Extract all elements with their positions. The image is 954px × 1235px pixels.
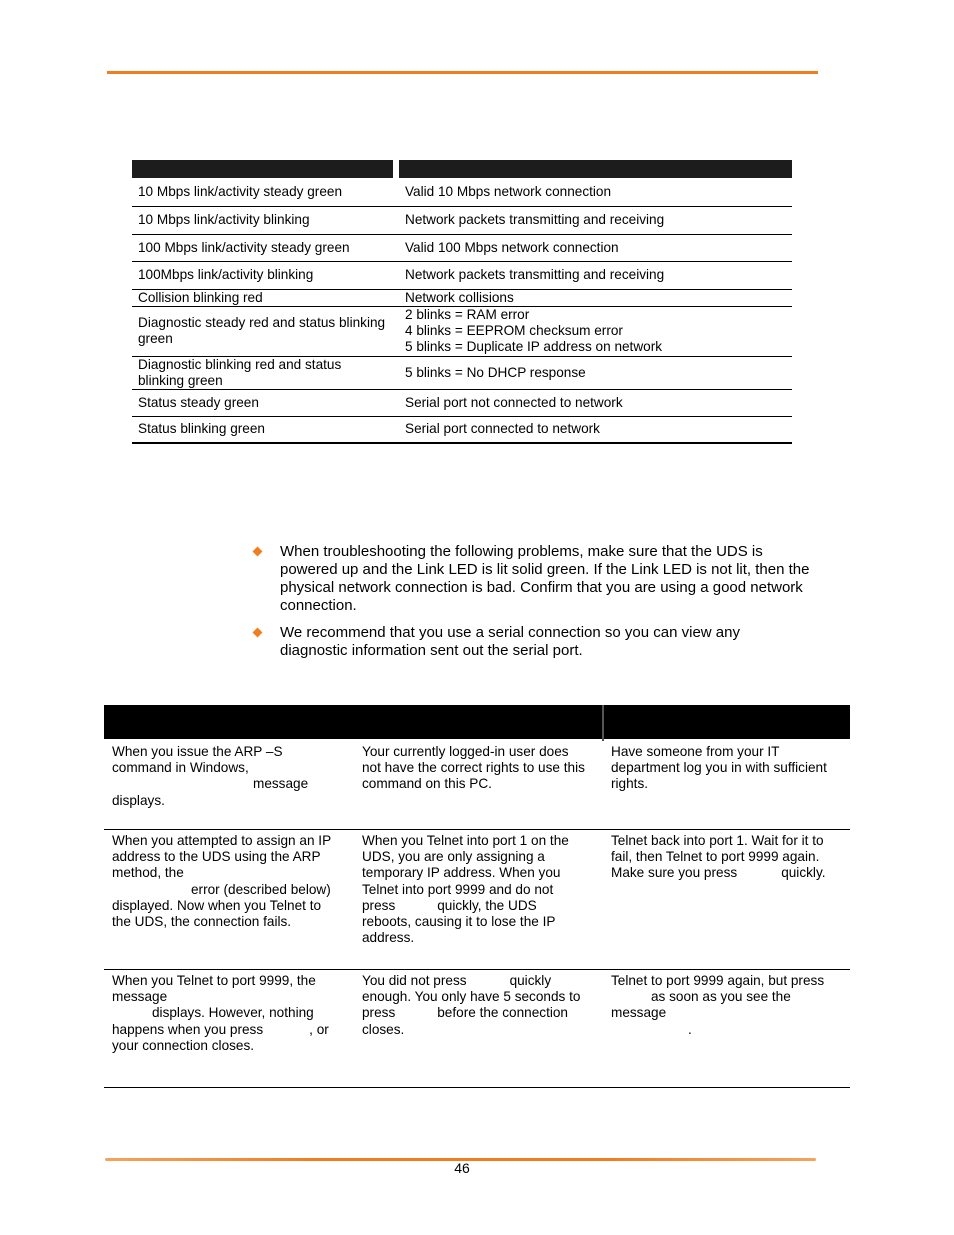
text-line: When you issue the ARP –S [112,744,283,759]
text-fragment: Make sure you press [611,865,738,881]
led-meaning [396,306,792,356]
text-line: Telnet to port 9999 again, but press [611,973,825,988]
trouble-header-reason [354,705,603,740]
text-line [112,1022,346,1038]
led-condition: 100Mbps link/activity blinking [132,261,396,289]
led-meaning: Network packets transmitting and receiving [396,206,792,234]
tip-text: We recommend that you use a serial connection so you can view any diagnostic information sent out the serial port. [280,624,740,659]
text-line: enough. You only have 5 seconds to [362,989,581,1005]
led-condition: Status steady green [132,389,396,416]
table-row [104,970,850,1088]
orange-diamond-bullet-icon [253,628,263,638]
led-table-header [132,160,792,178]
led-meaning: Network collisions [396,289,792,306]
text-line: the UDS, the connection fails. [112,914,292,930]
table-row [132,389,792,416]
text-line: error (described below) [191,881,331,897]
tip-text: When troubleshooting the following problems, make sure that the UDS is powered up and the Link LED is lit solid green. If the Link LED is not lit, then the physical network connection is bad. Confirm that you are using a good network connection. [280,543,810,614]
led-meaning: 5 blinks = No DHCP response [396,356,792,389]
text-line: as soon as you see the [651,989,791,1005]
trouble-table-header [104,705,850,740]
led-meaning-line: 4 blinks = EEPROM checksum error [405,323,623,338]
text-line: command on this PC. [362,776,492,792]
troubleshooting-tips [250,543,810,669]
table-row [132,289,792,306]
text-fragment: , or [309,1021,329,1037]
text-line: message [112,989,168,1005]
text-line: address. [362,930,415,946]
led-table-header-meaning [396,160,792,178]
solution-cell [603,830,850,970]
led-condition: Diagnostic blinking red and status blinking green [132,356,396,389]
text-line: Telnet into port 9999 and do not [362,881,554,897]
led-status-table [132,160,792,444]
reason-cell [354,970,603,1088]
text-fragment: quickly, the UDS [437,897,537,913]
table-row [132,356,792,389]
text-line: closes. [362,1021,405,1037]
text-line: command in Windows, [112,760,249,776]
text-line [362,973,595,989]
text-line: temporary IP address. When you [362,865,561,881]
problem-cell [104,740,354,830]
table-row [132,416,792,443]
text-line [362,898,595,914]
text-line: When you attempted to assign an IP [112,833,332,848]
text-line: message [611,1005,667,1021]
text-fragment: happens when you press [112,1021,264,1037]
text-line: displayed. Now when you Telnet to [112,897,322,913]
text-line: UDS, you are only assigning a [362,849,545,865]
solution-cell [603,740,850,830]
header-rule [107,71,818,74]
table-row [132,206,792,234]
led-meaning: Serial port connected to network [396,416,792,443]
list-item [250,624,810,660]
text-line [362,1005,595,1021]
text-fragment: press [362,897,396,913]
text-fragment: quickly. [781,865,826,881]
page-number: 46 [454,1160,470,1176]
text-line: . [688,1021,692,1037]
led-condition: 100 Mbps link/activity steady green [132,234,396,261]
led-meaning: Valid 100 Mbps network connection [396,234,792,261]
led-condition: 10 Mbps link/activity steady green [132,178,396,206]
solution-cell [603,970,850,1088]
table-row [104,740,850,830]
text-line: fail, then Telnet to port 9999 again. [611,849,820,865]
text-fragment: quickly [509,973,552,988]
table-row [132,178,792,206]
table-row [132,306,792,356]
led-meaning: Valid 10 Mbps network connection [396,178,792,206]
list-item [250,543,810,615]
troubleshooting-table [104,705,850,1088]
text-line: method, the [112,865,184,881]
led-condition: Status blinking green [132,416,396,443]
table-row [132,234,792,261]
text-line: your connection closes. [112,1037,255,1053]
table-row [104,830,850,970]
reason-cell [354,830,603,970]
text-fragment: press [362,1005,396,1021]
text-line: rights. [611,776,649,792]
led-meaning: Serial port not connected to network [396,389,792,416]
text-line: Telnet back into port 1. Wait for it to [611,833,824,848]
text-line: reboots, causing it to lose the IP [362,914,556,930]
trouble-header-solution [603,705,850,740]
text-fragment: You did not press [362,973,467,988]
table-row [132,261,792,289]
led-meaning-line: 2 blinks = RAM error [405,307,530,322]
text-line: message [253,776,309,792]
led-table-header-condition [132,160,396,178]
text-line: displays. However, nothing [152,1005,314,1021]
led-condition: Collision blinking red [132,289,396,306]
text-line: address to the UDS using the ARP [112,849,321,865]
text-line: department log you in with sufficient [611,760,827,776]
problem-cell [104,970,354,1088]
text-line: When you Telnet to port 9999, the [112,973,316,988]
text-fragment: before the connection [437,1005,568,1021]
text-line: not have the correct rights to use this [362,760,585,776]
text-line: Have someone from your IT [611,744,780,759]
led-meaning-line: 5 blinks = Duplicate IP address on network [405,339,663,354]
problem-cell [104,830,354,970]
led-meaning: Network packets transmitting and receiving [396,261,792,289]
led-condition: Diagnostic steady red and status blinking green [132,306,396,356]
trouble-header-problem [104,705,354,740]
text-line: When you Telnet into port 1 on the [362,833,569,848]
led-condition: 10 Mbps link/activity blinking [132,206,396,234]
orange-diamond-bullet-icon [253,547,263,557]
reason-cell [354,740,603,830]
text-line: displays. [112,792,165,808]
text-line [611,865,842,881]
text-line: Your currently logged-in user does [362,744,569,759]
